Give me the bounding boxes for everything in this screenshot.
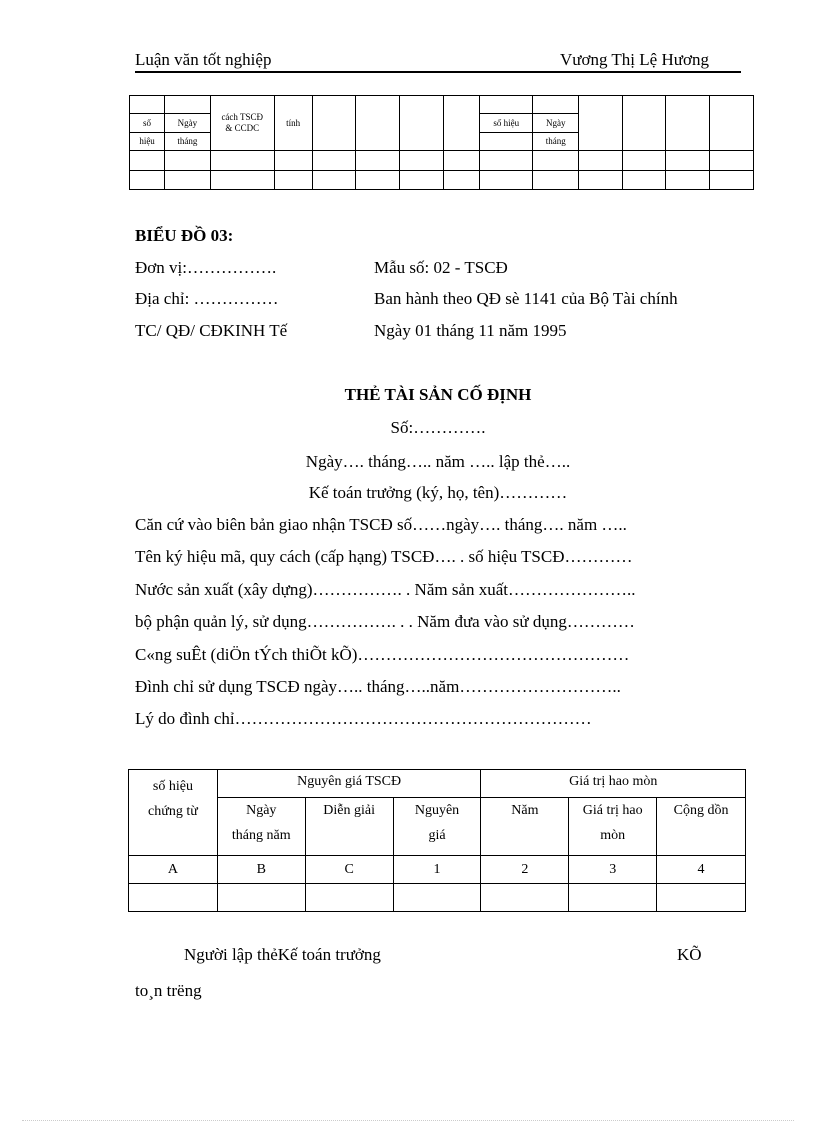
col-cong-don: Cộng dồn [657, 798, 746, 856]
col-nguyen-gia [393, 798, 481, 856]
top-cach: cách TSCĐ [221, 112, 264, 123]
org-line: TC/ QĐ/ CĐKINH Tế [135, 321, 288, 340]
unit-line: Đơn vị:……………. [135, 258, 277, 277]
form-number: Mẫu số: 02 - TSCĐ [374, 258, 508, 277]
chung-tu-label: chứng từ [148, 804, 198, 819]
card-line-2: Tên ký hiệu mã, quy cách (cấp hạng) TSCĐ…. . số hiệu TSCĐ………… [135, 547, 633, 566]
top-tinh: tính [274, 96, 312, 151]
code-2: 2 [481, 856, 569, 884]
code-4: 4 [657, 856, 746, 884]
section-title: BIỂU ĐỒ 03: [135, 226, 234, 245]
top-sohieu: số hiệu [480, 114, 533, 132]
mon-label: mòn [600, 828, 626, 843]
top-table-cach-cell [210, 96, 274, 151]
nguyen-label: Nguyên [414, 803, 460, 818]
card-date: Ngày…. tháng….. năm ….. lập thẻ….. [305, 452, 571, 471]
code-a: A [129, 856, 218, 884]
col-so-hieu [129, 770, 218, 856]
card-line-7: Lý do đình chỉ……………………………………………………… [135, 709, 592, 728]
card-line-3: Nước sản xuất (xây dựng)……………. . Năm sản xuất………………….. [135, 580, 636, 599]
so-hieu-label: số hiệu [152, 779, 193, 794]
header-right: Vương Thị Lệ Hương [560, 50, 709, 69]
nguyen-gia-header: Nguyên giá TSCĐ [217, 770, 481, 798]
card-line-5: C«ng suÊt (diÖn tÝch thiÕt kÕ)………………………………………… [135, 645, 630, 664]
signer-second: to¸n trëng [135, 981, 202, 1000]
top-ngay2: Ngày [533, 114, 579, 132]
card-line-6: Đình chỉ sử dụng TSCĐ ngày….. tháng…..năm……………………….. [135, 677, 621, 696]
col-gia-tri [569, 798, 657, 856]
signers: Người lập thẻKế toán trưởng [184, 945, 381, 964]
card-title: THẺ TÀI SẢN CỐ ĐỊNH [344, 385, 532, 404]
page-bottom-rule [22, 1120, 794, 1121]
header-left: Luận văn tốt nghiệp [135, 50, 272, 69]
code-c: C [305, 856, 393, 884]
card-accountant: Kế toán trưởng (ký, họ, tên)………… [308, 483, 568, 502]
top-so: số [130, 114, 165, 132]
top-ccdc: & CCDC [225, 123, 260, 134]
card-line-1: Căn cứ vào biên bản giao nhận TSCĐ số……ngày…. tháng…. năm ….. [135, 515, 627, 534]
issued-by: Ban hành theo QĐ sè 1141 của Bộ Tài chính [374, 289, 678, 308]
address-line: Địa chỉ: …………… [135, 289, 279, 308]
table-row [129, 884, 218, 912]
top-thang1: tháng [165, 132, 211, 150]
card-number: Số:…………. [390, 418, 486, 437]
col-ngay [217, 798, 305, 856]
signer-right: KÕ [677, 945, 702, 964]
code-3: 3 [569, 856, 657, 884]
col-nam: Năm [481, 798, 569, 856]
asset-table [128, 769, 746, 912]
ngay-label: Ngày [246, 803, 277, 818]
top-table [129, 95, 754, 190]
top-ngay1: Ngày [165, 114, 211, 132]
top-hieu: hiệu [130, 132, 165, 150]
issue-date: Ngày 01 tháng 11 năm 1995 [374, 321, 567, 340]
hao-mon-header: Giá trị hao mòn [481, 770, 746, 798]
code-1: 1 [393, 856, 481, 884]
col-dien-giai: Diễn giải [305, 798, 393, 856]
code-b: B [217, 856, 305, 884]
card-line-4: bộ phận quản lý, sử dụng……………. . . Năm đưa vào sử dụng………… [135, 612, 635, 631]
header-rule [135, 71, 741, 73]
gia-tri-label: Giá trị hao [582, 803, 643, 818]
top-thang2: tháng [533, 132, 579, 150]
thang-nam-label: tháng năm [231, 828, 291, 843]
gia-label: giá [428, 828, 446, 843]
